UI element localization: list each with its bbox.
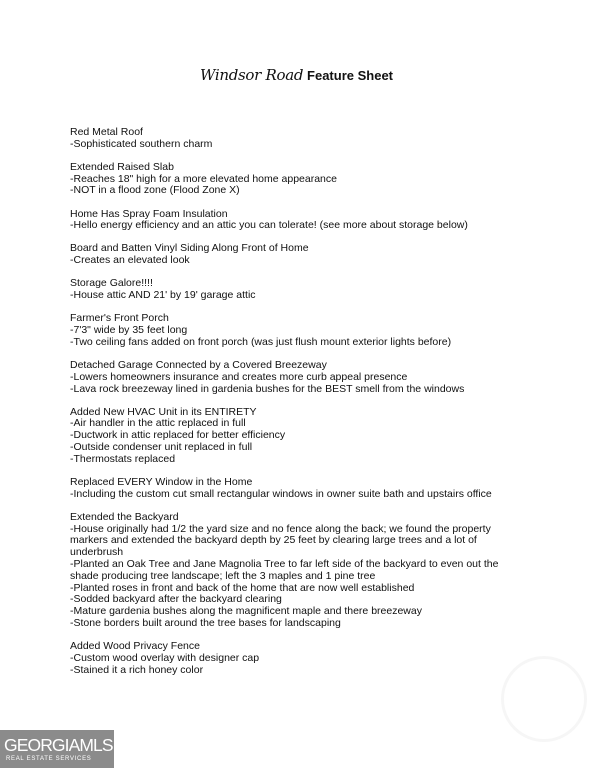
georgia-mls-logo: [0, 730, 114, 768]
title-script-text: Windsor Road: [199, 66, 304, 84]
feature-detail-line: -Thermostats replaced: [70, 452, 176, 465]
feature-detail-line: -Mature gardenia bushes along the magnificent maple and there breezeway: [70, 605, 422, 618]
feature-section: [70, 407, 510, 466]
feature-section: [70, 512, 510, 630]
feature-detail-line: -Two ceiling fans added on front porch (was just flush mount exterior lights before): [70, 335, 452, 348]
feature-list: [70, 127, 510, 688]
feature-heading: Extended Raised Slab: [70, 160, 174, 173]
feature-detail-line: -Reaches 18" high for a more elevated home appearance: [70, 172, 337, 185]
feature-detail-line: -Including the custom cut small rectangular windows in owner suite bath and upstairs office: [70, 487, 492, 500]
feature-detail-line: shade producing tree landscape; left the 3 maples and 1 pine tree: [70, 569, 376, 582]
watermark-seal: [501, 656, 587, 742]
feature-detail-line: -House originally had 1/2 the yard size and no fence along the back; we found the property: [70, 522, 491, 535]
logo-tagline-text: REAL ESTATE SERVICES: [6, 756, 92, 762]
feature-heading: Farmer's Front Porch: [70, 312, 169, 325]
feature-heading: Home Has Spray Foam Insulation: [70, 207, 228, 220]
feature-detail-line: -Stone borders built around the tree bases for landscaping: [70, 616, 341, 629]
feature-heading: Replaced EVERY Window in the Home: [70, 475, 253, 488]
feature-detail-line: -House attic AND 21' by 19' garage attic: [70, 289, 256, 302]
feature-heading: Detached Garage Connected by a Covered Breezeway: [70, 358, 327, 371]
feature-section: [70, 278, 510, 302]
feature-section: [70, 313, 510, 348]
feature-section: [70, 209, 510, 233]
feature-detail-line: -Lowers homeowners insurance and creates more curb appeal presence: [70, 370, 408, 383]
feature-section: [70, 127, 510, 151]
feature-heading: Board and Batten Vinyl Siding Along Front of Home: [70, 242, 309, 255]
feature-detail-line: -Ductwork in attic replaced for better efficiency: [70, 429, 286, 442]
feature-detail-line: -7'3" wide by 35 feet long: [70, 324, 188, 337]
feature-heading: Added New HVAC Unit in its ENTIRETY: [70, 405, 257, 418]
feature-detail-line: -Creates an elevated look: [70, 254, 190, 267]
feature-heading: Added Wood Privacy Fence: [70, 640, 200, 653]
feature-detail-line: -Custom wood overlay with designer cap: [70, 651, 260, 664]
feature-detail-line: -NOT in a flood zone (Flood Zone X): [70, 184, 240, 197]
feature-detail-line: -Planted roses in front and back of the home that are now well established: [70, 581, 415, 594]
logo-brand-text: GEORGIAMLS: [4, 735, 113, 755]
feature-detail-line: -Hello energy efficiency and an attic you can tolerate! (see more about storage below): [70, 219, 468, 232]
feature-section: [70, 477, 510, 501]
feature-detail-line: markers and extended the backyard depth by 25 feet by clearing large trees and a lot of: [70, 534, 477, 547]
feature-detail-line: -Outside condenser unit replaced in full: [70, 441, 253, 454]
feature-detail-line: -Lava rock breezeway lined in gardenia bushes for the BEST smell from the windows: [70, 382, 465, 395]
feature-section: [70, 360, 510, 395]
feature-detail-line: -Stained it a rich honey color: [70, 663, 204, 676]
feature-section: [70, 641, 510, 676]
feature-section: [70, 162, 510, 197]
document-title: [0, 66, 593, 84]
feature-detail-line: -Sodded backyard after the backyard clearing: [70, 593, 282, 606]
feature-detail-line: -Air handler in the attic replaced in full: [70, 417, 246, 430]
feature-section: [70, 243, 510, 267]
title-bold-text: Feature Sheet: [307, 68, 394, 83]
feature-heading: Extended the Backyard: [70, 510, 179, 523]
feature-heading: Storage Galore!!!!: [70, 277, 153, 290]
feature-detail-line: underbrush: [70, 546, 124, 559]
feature-detail-line: -Planted an Oak Tree and Jane Magnolia Tree to far left side of the backyard to even out the: [70, 557, 499, 570]
feature-detail-line: -Sophisticated southern charm: [70, 137, 213, 150]
feature-heading: Red Metal Roof: [70, 126, 143, 138]
